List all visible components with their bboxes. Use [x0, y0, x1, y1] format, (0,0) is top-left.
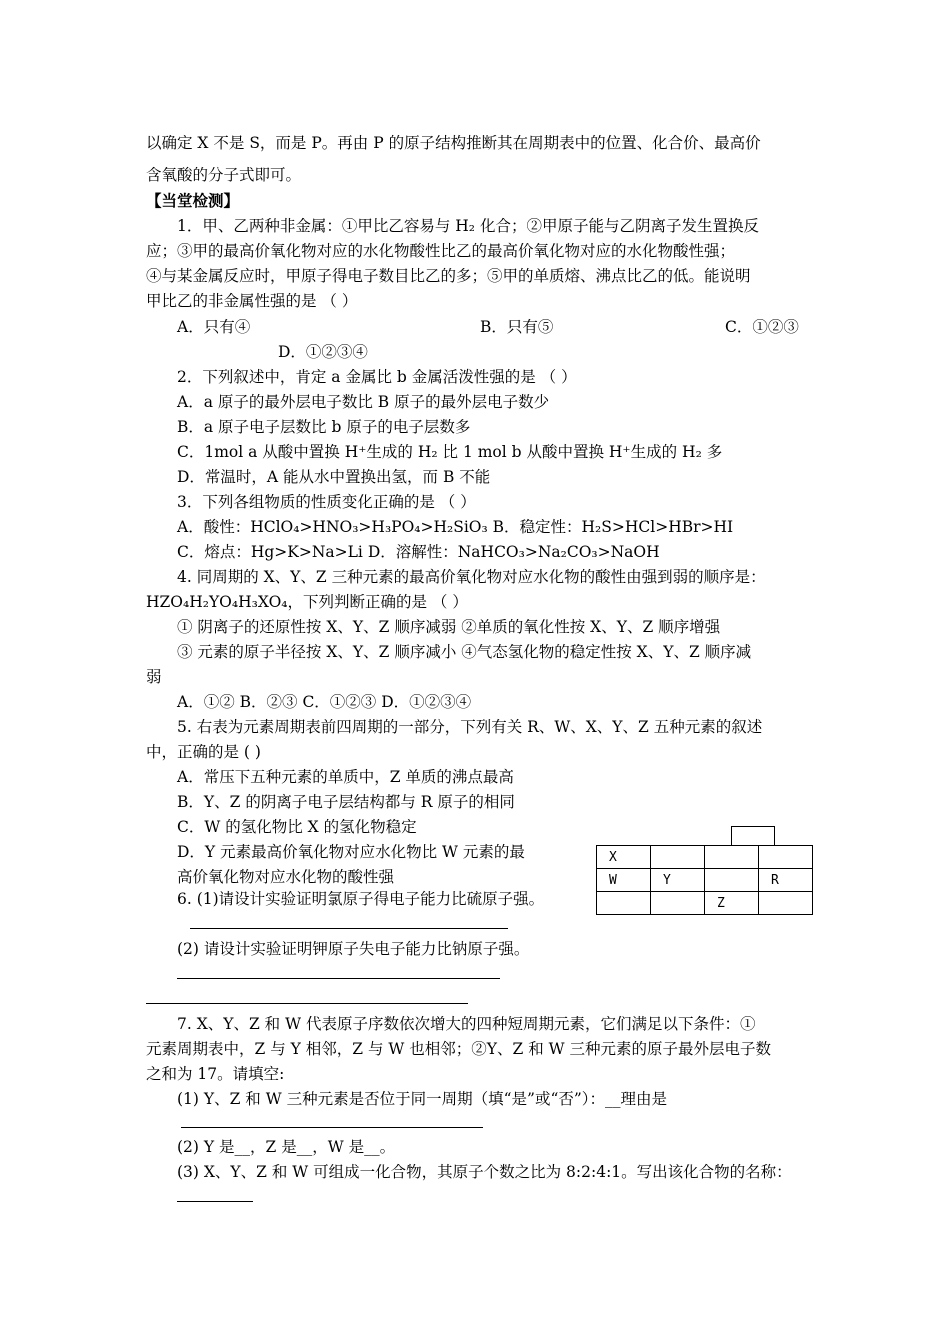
table-cell — [759, 846, 813, 869]
q7-part-2: (2) Y 是__，Z 是__，W 是__。 — [177, 1138, 396, 1156]
q3-options-ab: A．酸性：HClO₄>HNO₃>H₃PO₄>H₂SiO₃ B．稳定性：H₂S>HCl>HBr>HI — [177, 518, 734, 536]
answer-blank-line[interactable] — [177, 978, 500, 979]
q2-option-d: D．常温时，A 能从水中置换出氢，而 B 不能 — [177, 468, 491, 486]
table-cell — [597, 892, 651, 915]
q7-line-2: 元素周期表中，Z 与 Y 相邻，Z 与 W 也相邻；②Y、Z 和 W 三种元素的原子最外层电子数 — [146, 1040, 771, 1058]
q1-line-4: 甲比乙的非金属性强的是 （ ） — [146, 292, 358, 310]
q4-statement-3: 弱 — [146, 668, 162, 686]
table-row — [597, 846, 813, 869]
q5-option-d-line-2: 高价氧化物对应水化物的酸性强 — [177, 868, 395, 886]
q1-line-1: 1．甲、乙两种非金属：①甲比乙容易与 H₂ 化合；②甲原子能与乙阴离子发生置换反 — [177, 217, 759, 235]
q1-line-3: ④与某金属反应时，甲原子得电子数目比乙的多；⑤甲的单质熔、沸点比乙的低。能说明 — [146, 267, 751, 285]
table-cell — [651, 892, 705, 915]
q7-line-3: 之和为 17。请填空: — [146, 1065, 285, 1083]
q2-option-b: B．a 原子电子层数比 b 原子的电子层数多 — [177, 418, 471, 436]
q5-line-1: 5. 右表为元素周期表前四周期的一部分，下列有关 R、W、X、Y、Z 五种元素的叙述 — [177, 718, 763, 736]
table-cell — [705, 846, 759, 869]
q3-options-cd: C．熔点：Hg>K>Na>Li D．溶解性：NaHCO₃>Na₂CO₃>NaOH — [177, 543, 660, 561]
q1-option-d: D．①②③④ — [278, 343, 368, 361]
q2-stem: 2．下列叙述中，肯定 a 金属比 b 金属活泼性强的是 （ ） — [177, 368, 577, 386]
q6-part-2: (2) 请设计实验证明钾原子失电子能力比钠原子强。 — [177, 940, 530, 958]
periodic-table-top-cell — [731, 826, 775, 846]
q2-option-a: A．a 原子的最外层电子数比 B 原子的最外层电子数少 — [177, 393, 550, 411]
q1-line-2: 应；③甲的最高价氧化物对应的水化物酸性比乙的最高价氧化物对应的水化物酸性强； — [146, 242, 736, 260]
intro-line-1: 以确定 X 不是 S，而是 P。再由 P 的原子结构推断其在周期表中的位置、化合价、最高价 — [146, 134, 761, 152]
table-row — [597, 892, 813, 915]
q5-option-d-line-1: D．Y 元素最高价氧化物对应水化物比 W 元素的最 — [177, 843, 525, 861]
section-title: 【当堂检测】 — [146, 191, 240, 210]
answer-blank-line[interactable] — [146, 1003, 468, 1004]
q5-option-b: B．Y、Z 的阴离子电子层结构都与 R 原子的相同 — [177, 793, 515, 811]
table-cell — [705, 869, 759, 892]
table-cell — [759, 892, 813, 915]
q3-stem: 3．下列各组物质的性质变化正确的是 （ ） — [177, 493, 476, 511]
q1-option-b: B．只有⑤ — [480, 318, 554, 336]
q4-statement-1: ① 阴离子的还原性按 X、Y、Z 顺序减弱 ②单质的氧化性按 X、Y、Z 顺序增强 — [177, 618, 721, 636]
q1-option-a: A．只有④ — [177, 318, 251, 336]
q2-option-c: C．1mol a 从酸中置换 H⁺生成的 H₂ 比 1 mol b 从酸中置换 H⁺生成的 H₂ 多 — [177, 443, 723, 461]
q4-line-2: HZO₄H₂YO₄H₃XO₄，下列判断正确的是 （ ） — [146, 593, 468, 611]
q5-option-c: C．W 的氢化物比 X 的氢化物稳定 — [177, 818, 417, 836]
q5-option-a: A．常压下五种元素的单质中，Z 单质的沸点最高 — [177, 768, 514, 786]
q4-line-1: 4. 同周期的 X、Y、Z 三种元素的最高价氧化物对应水化物的酸性由强到弱的顺序是： — [177, 568, 766, 586]
q4-statement-2: ③ 元素的原子半径按 X、Y、Z 顺序减小 ④气态氢化物的稳定性按 X、Y、Z 顺序减 — [177, 643, 752, 661]
q6-part-1: 6. (1)请设计实验证明氯原子得电子能力比硫原子强。 — [177, 890, 545, 908]
table-cell: Y — [651, 869, 705, 892]
q7-line-1: 7. X、Y、Z 和 W 代表原子序数依次增大的四种短周期元素，它们满足以下条件：① — [177, 1015, 756, 1033]
table-cell: X — [597, 846, 651, 869]
q1-option-c: C．①②③ — [725, 318, 799, 336]
intro-line-2: 含氧酸的分子式即可。 — [146, 166, 302, 184]
answer-blank-line[interactable] — [177, 1201, 253, 1202]
periodic-table-fragment — [596, 845, 813, 915]
table-cell: R — [759, 869, 813, 892]
q7-part-1: (1) Y、Z 和 W 三种元素是否位于同一周期（填“是”或“否”）：__理由是 — [177, 1090, 668, 1108]
q7-part-3: (3) X、Y、Z 和 W 可组成一化合物，其原子个数之比为 8:2:4:1。写出该化合物的名称： — [177, 1163, 792, 1181]
table-cell: W — [597, 869, 651, 892]
answer-blank-line[interactable] — [190, 928, 508, 929]
table-row — [597, 869, 813, 892]
table-cell — [651, 846, 705, 869]
table-cell: Z — [705, 892, 759, 915]
q4-options: A．①② B．②③ C．①②③ D．①②③④ — [177, 693, 472, 711]
q5-line-2: 中，正确的是 ( ) — [146, 743, 261, 761]
answer-blank-line[interactable] — [181, 1127, 483, 1128]
